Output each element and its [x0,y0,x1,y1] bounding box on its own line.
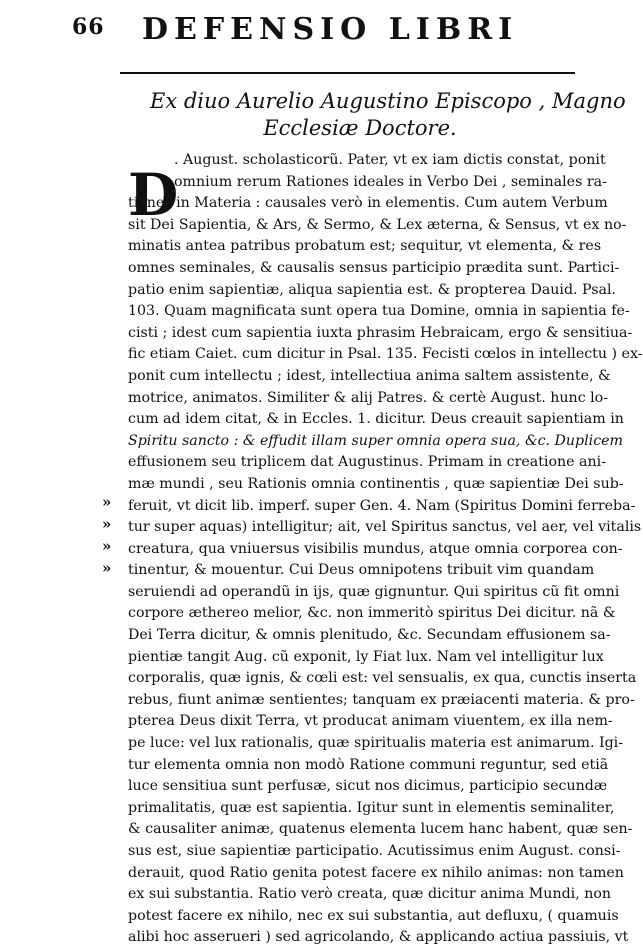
page-number: 66 [72,14,105,40]
section-heading [150,88,626,142]
text-line: pterea Deus dixit Terra, vt producat animam viuentem, ex illa nem- [128,713,613,730]
text-line: pientiæ tangit Aug. cũ exponit, ly Fiat lux. Nam vel intelligitur lux [128,648,604,665]
text-line: 103. Quam magnificata sunt opera tua Domine, omnia in sapientia fe- [128,303,630,320]
drop-cap: D [128,161,179,229]
text-line: primalitatis, quæ est sapientia. Igitur sunt in elementis seminaliter, [128,799,615,816]
text-line: tiones in Materia : causales verò in elementis. Cum autem Verbum [128,195,608,212]
text-line: motrice, animatos. Similiter & alij Patres. & certè August. hunc lo- [128,389,609,406]
body-text [128,150,643,949]
text-line: . August. scholasticorũ. Pater, vt ex iam dictis constat, ponit [174,152,606,168]
text-line: tinentur, & mouentur. Cui Deus omnipotens tribuit vim quandam [128,562,595,579]
margin-quote-mark: » [102,493,112,511]
text-line: cum ad idem citat, & in Eccles. 1. dicitur. Deus creauit sapientiam in [128,411,624,428]
text-line: Spiritu sancto : & effudit illam super omnia opera sua, &c. Duplicem [128,432,624,449]
text-line: Dei Terra dicitur, & omnis plenitudo, &c. Secundam effusionem sa- [128,627,611,644]
text-line: patio enim sapientiæ, aliqua sapientia est. & propterea Dauid. Psal. [128,281,616,298]
text-line: tur elementa omnia non modò Ratione communi reguntur, sed etiã [128,756,609,773]
heading-line-2: Ecclesiæ Doctore. [263,116,457,140]
text-line: effusionem seu triplicem dat Augustinus. Primam in creatione ani- [128,454,606,471]
text-line: potest facere ex nihilo, nec ex sui substantia, aut defluxu, ( quamuis [128,907,619,924]
heading-line-1: Ex diuo Aurelio Augustino Episcopo , Magno [150,89,626,113]
text-line: ponit cum intellectu ; idest, intellectiua anima saltem assistente, & [128,367,611,384]
text-line: rebus, fiunt animæ sentientes; tanquam ex præiacenti materia. & pro- [128,691,635,708]
text-line: fic etiam Caiet. cum dicitur in Psal. 135. Fecisti cœlos in intellectu ) ex- [128,346,643,363]
text-line: minatis antea patribus probatum est; sequitur, vt elementa, & res [128,238,602,255]
margin-quote-mark: » [102,559,112,577]
text-line: creatura, qua vniuersus visibilis mundus, atque omnia corporea con- [128,540,623,557]
header-rule [120,72,575,74]
text-line: sus est, siue sapientiæ participatio. Acutissimus enim August. consi- [128,843,621,859]
text-line: cisti ; idest cum sapientia iuxta phrasim Hebraicam, ergo & sensitiua- [128,324,633,341]
text-line: corpore æthereo melior, &c. non immeritò spiritus Dei dicitur. nã & [128,605,616,622]
text-line: omnium rerum Rationes ideales in Verbo Dei , seminales ra- [174,173,607,190]
text-line: mæ mundi , seu Rationis omnia continentis , quæ sapientiæ Dei sub- [128,475,624,492]
text-line: luce sensitiua sunt perfusæ, sicut nos dicimus, participio secundæ [128,778,608,795]
text-line: feruit, vt dicit lib. imperf. super Gen. 4. Nam (Spiritus Domini ferreba- [128,497,636,514]
text-line: alibi hoc asserueri ) sed agricolando, & applicando actiua passiuis, vt [128,929,629,946]
text-line: derauit, quod Ratio genita potest facere ex nihilo animas: non tamen [128,864,624,881]
margin-quote-mark: » [102,537,112,555]
text-line: ex sui substantia. Ratio verò creata, quæ dicitur anima Mundi, non [128,886,612,903]
text-line: corporalis, quæ ignis, & cœli est: vel sensualis, ex qua, cunctis inserta [128,670,637,687]
margin-quote-mark: » [102,515,112,533]
text-line: & causaliter animæ, quatenus elementa lucem hanc habent, quæ sen- [128,821,633,838]
text-line: seruiendi ad operandũ in ijs, quæ gignuntur. Qui spiritus cũ fit omni [128,583,620,600]
text-line: omnes seminales, & causalis sensus participio prædita sunt. Partici- [128,259,620,276]
text-line: pe luce: vel lux rationalis, quæ spiritualis materia est animarum. Igi- [128,735,624,752]
text-line: tur super aquas) intelligitur; ait, vel Spiritus sanctus, vel aer, vel vitalis [128,519,642,536]
page-header [72,10,592,50]
text-line: sit Dei Sapientia, & Ars, & Sermo, & Lex æterna, & Sensus, vt ex no- [128,216,627,233]
running-title: DEFENSIO LIBRI [142,12,519,47]
